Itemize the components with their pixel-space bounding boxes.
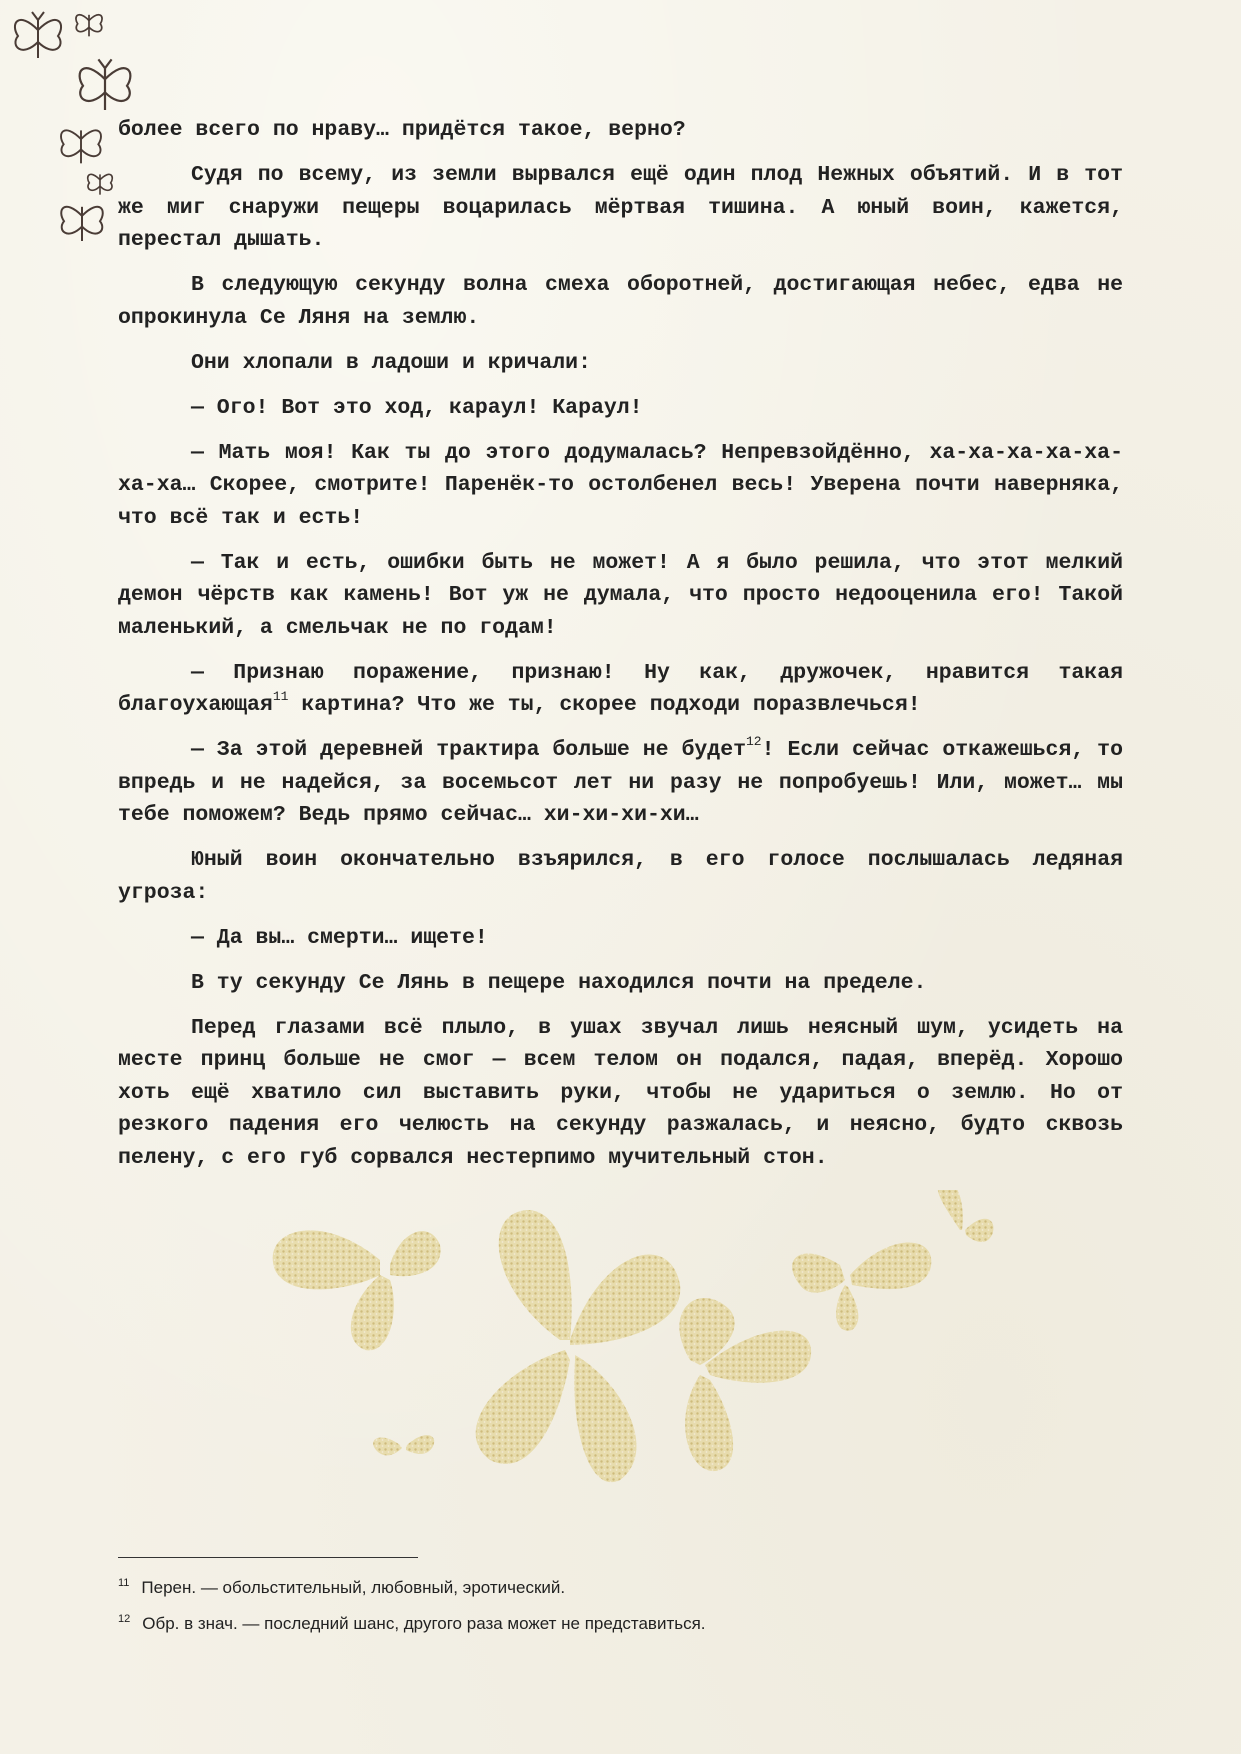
footnote-text: Перен. — обольстительный, любовный, эротический.: [141, 1578, 566, 1597]
footnote: [118, 1572, 1118, 1599]
paragraph: Они хлопали в ладоши и кричали:: [191, 350, 591, 375]
paragraph: — Мать моя! Как ты до этого додумалась? Непревзойдённо, ха-ха-ха-ха-ха-ха-ха… Скорее, смотрите! Паренёк-то остолбенел весь! Уверена почти наверняка, что всё так и есть!: [118, 440, 1123, 530]
body-text: [118, 114, 1123, 1187]
paragraph: [118, 734, 1123, 832]
footnote-number: 12: [118, 1613, 131, 1625]
paragraph: Судя по всему, из земли вырвался ещё один плод Нежных объятий. И в тот же миг снаружи пещеры воцарилась мёртвая тишина. А юный воин, кажется, перестал дышать.: [118, 163, 1123, 252]
footnote-ref[interactable]: 12: [746, 734, 762, 749]
footnote: [118, 1608, 1118, 1635]
footnote-ref[interactable]: 11: [272, 689, 289, 704]
footnote-divider: [118, 1557, 418, 1558]
gold-butterfly-icon: [240, 1190, 1000, 1530]
paragraph: В следующую секунду волна смеха оборотней, достигающая небес, едва не опрокинула Се Ляня на землю.: [118, 273, 1123, 330]
paragraph: В ту секунду Се Лянь в пещере находился почти на пределе.: [191, 970, 927, 995]
paragraph: Юный воин окончательно взъярился, в его голосе послышалась ледяная угроза:: [118, 848, 1123, 905]
footnotes: [118, 1572, 1118, 1644]
footnote-number: 11: [118, 1577, 130, 1589]
butterfly-icon: [72, 8, 106, 42]
butterfly-icon: [8, 8, 68, 68]
butterfly-icon: [72, 55, 138, 121]
butterfly-icon: [55, 196, 109, 250]
paragraph-text: ! Если сейчас откажешься, то впредь и не надейся, за восемьсот лет ни разу не попробуешь! Или, может… мы тебе поможем? Ведь прямо сейчас… хи-хи-хи-хи…: [118, 738, 1123, 827]
paragraph-text: — Признаю поражение, признаю! Ну как, дружочек, нравится такая благоухающая: [118, 660, 1123, 717]
paragraph: более всего по нраву… придётся такое, верно?: [118, 118, 686, 142]
footnote-text: Обр. в знач. — последний шанс, другого раза может не представиться.: [142, 1614, 706, 1633]
paragraph: — Ого! Вот это ход, караул! Караул!: [191, 395, 643, 420]
paragraph: [118, 657, 1123, 722]
paragraph-text: картина? Что же ты, скорее подходи поразвлечься!: [288, 693, 921, 717]
paragraph-text: — За этой деревней трактира больше не будет: [191, 738, 746, 762]
paragraph: Перед глазами всё плыло, в ушах звучал лишь неясный шум, усидеть на месте принц больше не смог — всем телом он подался, падая, вперёд. Хорошо хоть ещё хватило сил выставить руки, чтобы не удариться о землю. Но от резкого падения его челюсть на секунду разжалась, и неясно, будто сквозь пелену, с его губ сорвался нестерпимо мучительный стон.: [118, 1015, 1123, 1170]
paragraph: — Да вы… смерти… ищете!: [191, 925, 488, 950]
butterfly-icon: [55, 120, 107, 172]
paragraph: — Так и есть, ошибки быть не может! А я было решила, что этот мелкий демон чёрств как камень! Вот уж не думала, что просто недооценила его! Такой маленький, а смельчак не по годам!: [118, 550, 1123, 640]
